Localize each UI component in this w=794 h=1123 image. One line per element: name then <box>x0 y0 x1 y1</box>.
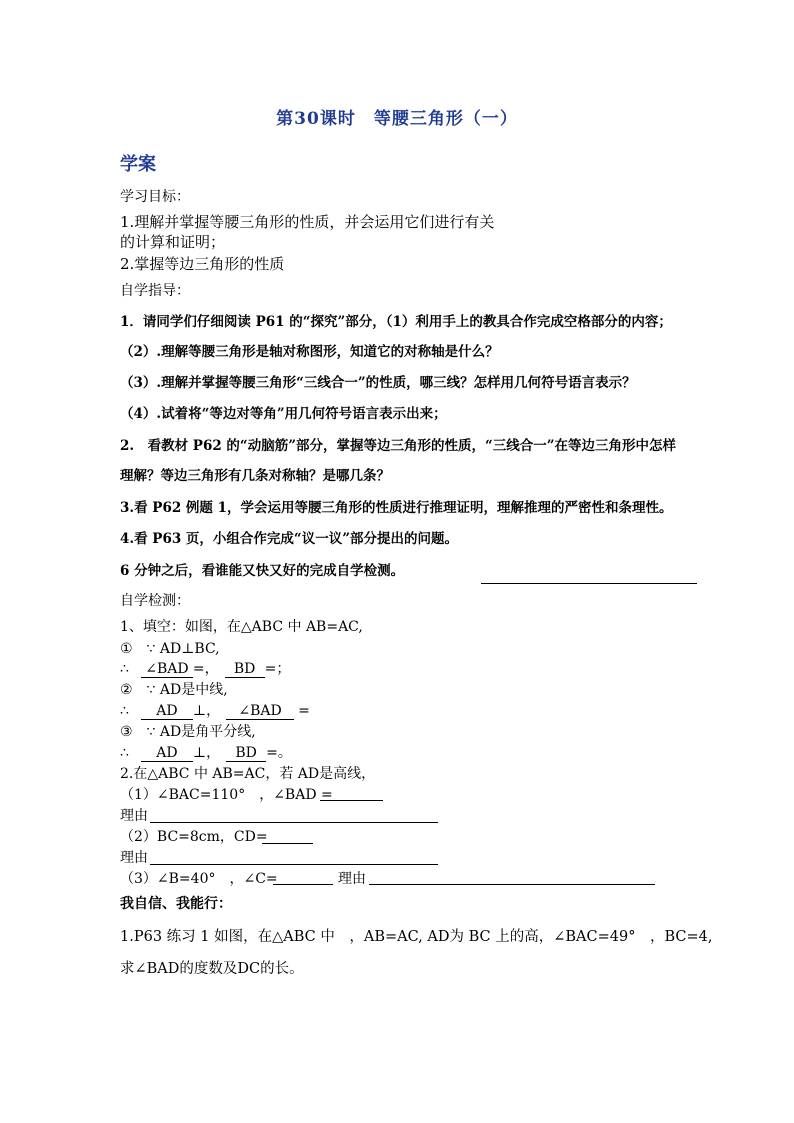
case-2-suffix-1: ⊥， <box>192 703 221 719</box>
guide-paragraph-5-line-2: 理解？等边三角形有几条对称轴？是哪几条？ <box>120 468 390 484</box>
question-2-part-1: （1）∠BAC=110° ，∠BAD = <box>120 787 333 803</box>
question-2-part-1-reason-line <box>150 822 438 823</box>
guide-blank-line <box>481 583 697 584</box>
confidence-heading: 我自信、我能行： <box>120 896 232 912</box>
question-2-part-3: （3）∠B=40° ，∠C= <box>120 871 278 887</box>
check-heading: 自学检测： <box>120 593 190 609</box>
question-2-part-2-blank <box>262 843 313 844</box>
guide-paragraph-4: （4）.试着将“等边对等角”用几何符号语言表示出来； <box>120 406 447 422</box>
guide-paragraph-7: 4.看 P63 页，小组合作完成“议一议”部分提出的问题。 <box>120 531 458 547</box>
case-3-conclusion <box>120 744 292 762</box>
case-3-given: ③ ∵ AD是角平分线, <box>120 724 256 740</box>
objectives-heading: 学习目标： <box>120 189 190 205</box>
case-1-suffix-1: =， <box>192 661 219 677</box>
case-2-given: ② ∵ AD是中线, <box>120 682 228 698</box>
guide-paragraph-3: （3）.理解并掌握等腰三角形“三线合一”的性质，哪三线？怎样用几何符号语言表示？ <box>120 375 636 391</box>
question-1-intro: 1、填空：如图，在△ABC 中 AB=AC, <box>120 619 363 635</box>
confidence-problem-line-2: 求∠BAD的度数及DC的长。 <box>120 961 304 977</box>
question-2-part-2-reason-line <box>150 864 438 865</box>
case-2-blank-2: ∠BAD <box>226 703 294 720</box>
guide-heading: 自学指导： <box>120 283 190 299</box>
question-2-part-3-reason: 理由 <box>338 871 366 887</box>
question-2-intro: 2.在△ABC 中 AB=AC，若 AD是高线， <box>120 766 376 782</box>
guide-paragraph-8: 6 分钟之后，看谁能又快又好的完成自学检测。 <box>120 563 405 579</box>
case-1-blank-1: ∠BAD <box>141 661 193 678</box>
guide-paragraph-1: 1．请同学们仔细阅读 P61 的“探究”部分，（1）利用手上的教具合作完成空格部分的内容； <box>120 314 672 330</box>
lesson-number: 第30课时 <box>276 109 356 129</box>
question-2-part-3-reason-line <box>369 884 655 885</box>
page-title <box>0 104 794 129</box>
case-3-suffix-1: ⊥， <box>192 745 221 761</box>
therefore-symbol: ∴ <box>120 745 129 761</box>
question-2-part-1-reason: 理由 <box>120 808 148 824</box>
case-2-suffix-2: = <box>298 703 310 719</box>
guide-paragraph-2: （2）.理解等腰三角形是轴对称图形，知道它的对称轴是什么？ <box>120 344 499 360</box>
case-3-suffix-2: =。 <box>266 745 292 761</box>
objective-1-line-1: 1.理解并掌握等腰三角形的性质，并会运用它们进行有关 <box>120 213 495 231</box>
therefore-symbol: ∴ <box>120 661 129 677</box>
lesson-topic: 等腰三角形（一） <box>373 109 518 129</box>
question-2-part-2: （2）BC=8cm，CD= <box>120 829 268 845</box>
question-2-part-3-blank <box>273 884 333 885</box>
therefore-symbol: ∴ <box>120 703 129 719</box>
objective-2: 2.掌握等边三角形的性质 <box>120 255 285 273</box>
case-3-blank-1: AD <box>141 745 193 762</box>
case-2-blank-1: AD <box>141 703 193 720</box>
confidence-problem-line-1: 1.P63 练习 1 如图，在△ABC 中 ，AB=AC, AD为 BC 上的高，∠BAC=49° ，BC=4, <box>120 929 713 945</box>
guide-paragraph-6: 3.看 P62 例题 1，学会运用等腰三角形的性质进行推理证明，理解推理的严密性和条理性。 <box>120 500 673 516</box>
case-1-given: ① ∵ AD⊥BC, <box>120 641 220 657</box>
case-1-conclusion <box>120 660 290 678</box>
case-1-blank-2: BD <box>225 661 265 678</box>
case-1-suffix-2: =； <box>264 661 291 677</box>
question-2-part-1-blank <box>320 800 383 801</box>
section-subtitle: 学案 <box>120 154 156 175</box>
objective-1-line-2: 的计算和证明； <box>120 233 226 251</box>
question-2-part-2-reason: 理由 <box>120 850 148 866</box>
case-2-conclusion <box>120 702 310 720</box>
case-3-blank-2: BD <box>226 745 266 762</box>
guide-paragraph-5-line-1: 2. 看教材 P62 的“动脑筋”部分，掌握等边三角形的性质，“三线合一”在等边三角形中怎样 <box>120 438 676 454</box>
